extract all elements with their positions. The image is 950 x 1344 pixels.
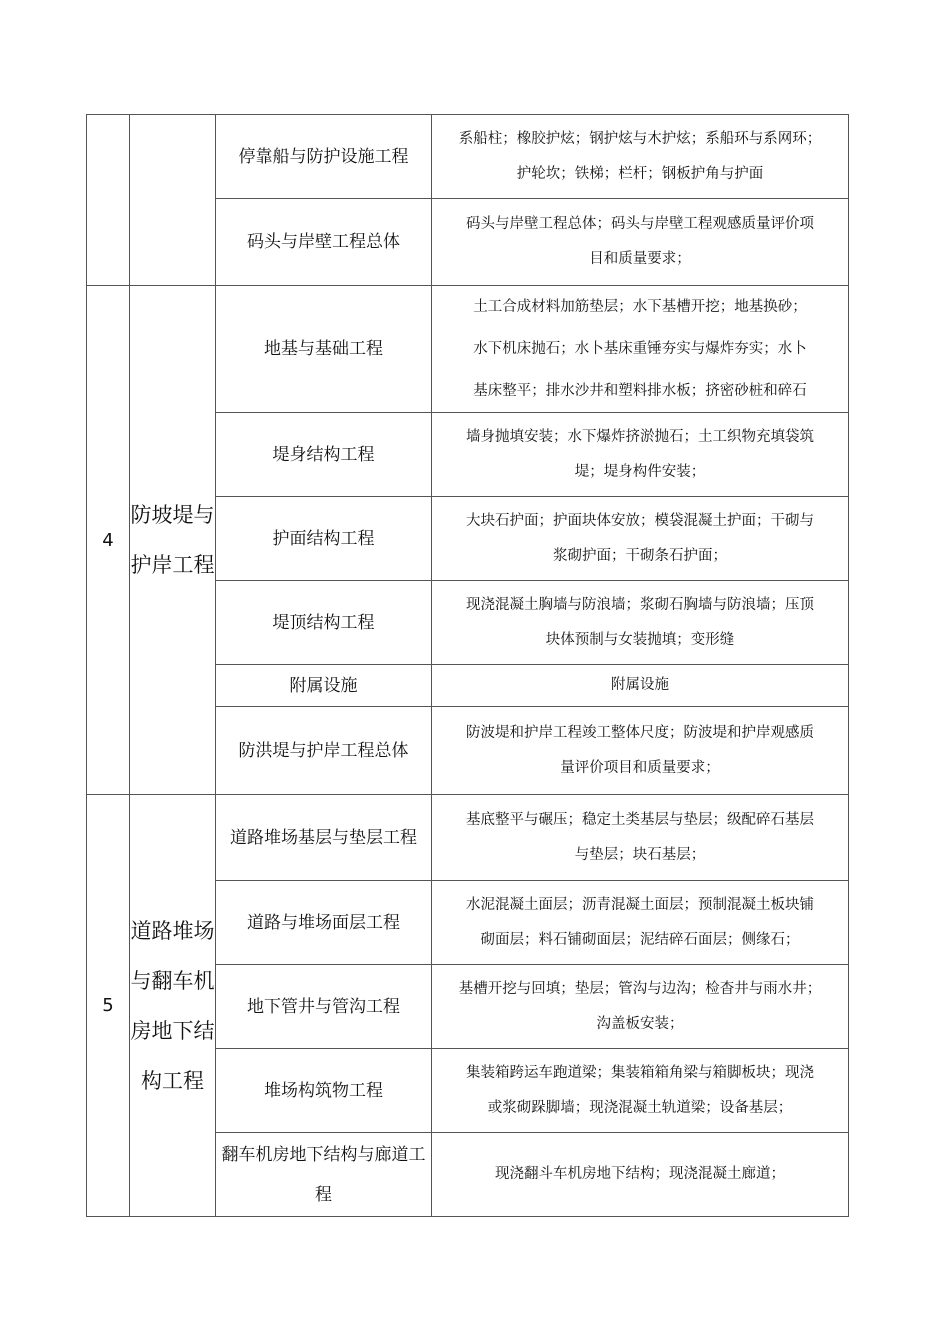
detail-line: 浆砌护面；干砌条石护面； (553, 547, 727, 564)
detail-line: 沟盖板安装； (596, 1015, 684, 1032)
row-number: 5 (87, 795, 130, 1217)
detail-line: 基底整平与碾压；稳定土类基层与垫层；级配碎石基层 (466, 811, 814, 828)
detail-line: 集装箱跨运车跑道梁；集装箱箱角梁与箱脚板块；现浇 (466, 1064, 814, 1081)
detail-line: 大块石护面；护面块体安放；模袋混凝土护面；干砌与 (466, 512, 814, 529)
subitem-cell: 翻车机房地下结构与廊道工程 (216, 1133, 432, 1217)
detail-cell: 现浇翻斗车机房地下结构；现浇混凝土廊道； (432, 1133, 849, 1217)
detail-line: 砌面层；料石铺砌面层；泥结碎石面层；侧缘石； (480, 931, 800, 948)
table-row (87, 795, 849, 881)
category-name: 防坡堤与护岸工程 (130, 286, 216, 795)
detail-line: 现浇混凝土胸墙与防浪墙；浆砌石胸墙与防浪墙；压顶 (466, 596, 814, 613)
detail-cell (432, 881, 849, 965)
detail-cell (432, 115, 849, 199)
subitem-cell: 附属设施 (216, 665, 432, 707)
subitem-cell: 堆场构筑物工程 (216, 1049, 432, 1133)
detail-line: 护轮坎；铁梯；栏杆；钢板护角与护面 (516, 165, 764, 182)
detail-line: 或浆砌跺脚墙；现浇混凝土轨道梁；设备基层； (487, 1099, 793, 1116)
subitem-cell: 地下管井与管沟工程 (216, 965, 432, 1049)
detail-line: 堤；堤身构件安装； (574, 463, 706, 480)
subitem-cell: 道路堆场基层与垫层工程 (216, 795, 432, 881)
subitem-cell: 防洪堤与护岸工程总体 (216, 707, 432, 795)
detail-cell: 附属设施 (432, 665, 849, 707)
detail-line: 防波堤和护岸工程竣工整体尺度；防波堤和护岸观感质 (466, 724, 814, 741)
detail-line: 水下机床抛石；水卜基床重锤夯实与爆炸夯实；水卜 (473, 341, 807, 357)
subitem-cell: 堤顶结构工程 (216, 581, 432, 665)
detail-line: 块体预制与女装抛填；变形缝 (545, 631, 735, 648)
detail-line: 水泥混凝土面层；沥青混凝土面层；预制混凝土板块铺 (466, 896, 814, 913)
detail-cell (432, 707, 849, 795)
subitem-cell: 停靠船与防护设施工程 (216, 115, 432, 199)
subitem-cell: 码头与岸壁工程总体 (216, 199, 432, 286)
detail-cell (432, 497, 849, 581)
detail-line: 目和质量要求； (589, 251, 691, 267)
detail-line: 系船柱；橡胶护炫；钢护炫与木护炫；系船环与系网环； (458, 130, 822, 147)
category-name: 道路堆场与翻车机房地下结构工程 (130, 795, 216, 1217)
subitem-cell: 地基与基础工程 (216, 286, 432, 413)
row-number: 4 (87, 286, 130, 795)
detail-line: 土工合成材料加筋垫层；水下基槽开挖；地基换砂； (473, 299, 807, 315)
spec-table (86, 114, 849, 1217)
detail-cell (432, 795, 849, 881)
detail-line: 墙身抛填安装；水下爆炸挤淤抛石；土工织物充填袋筑 (466, 428, 814, 445)
detail-line: 量评价项目和质量要求； (560, 759, 720, 776)
detail-cell (432, 965, 849, 1049)
subitem-cell: 护面结构工程 (216, 497, 432, 581)
table-row (87, 115, 849, 199)
detail-cell (432, 1049, 849, 1133)
detail-cell (432, 199, 849, 286)
detail-cell (432, 413, 849, 497)
subitem-cell: 道路与堆场面层工程 (216, 881, 432, 965)
detail-line: 与垫层；块石基层； (574, 846, 706, 863)
subitem-cell: 堤身结构工程 (216, 413, 432, 497)
category-cell (130, 115, 216, 286)
detail-cell (432, 286, 849, 413)
table-row (87, 286, 849, 413)
row-number-cell (87, 115, 130, 286)
detail-line: 基槽开挖与回填；垫层；管沟与边沟；检杳井与雨水井； (458, 980, 822, 997)
detail-line: 码头与岸壁工程总体；码头与岸壁工程观感质量评价项 (466, 216, 814, 232)
detail-cell (432, 581, 849, 665)
detail-line: 基床整平；排水沙井和塑料排水板；挤密砂桩和碎石 (473, 383, 807, 399)
